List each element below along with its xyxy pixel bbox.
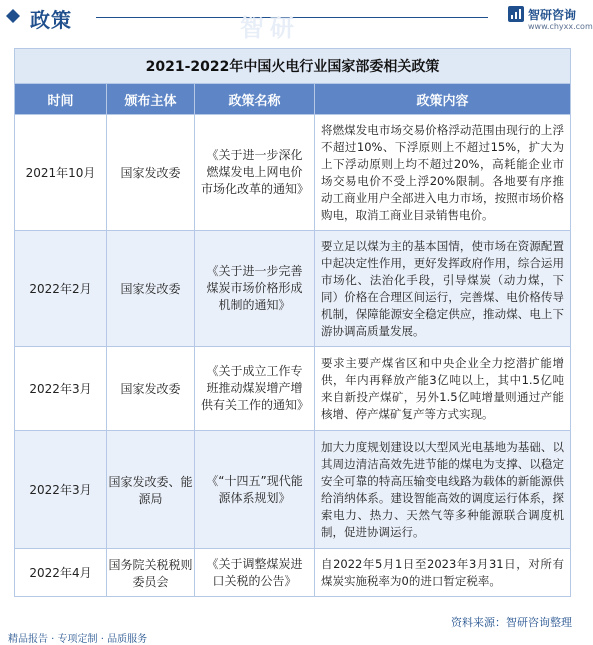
logo-text: 智研咨询 <box>528 8 577 22</box>
table-row <box>15 431 571 549</box>
footer-tagline: 精品报告 · 专项定制 · 品质服务 <box>8 634 148 645</box>
cell-policy-content: 将燃煤发电市场交易价格浮动范围由现行的上浮不超过10%、下浮原则上不超过15%，扩大为上下浮动原则上均不超过20%，高耗能企业市场交易电价不受上浮20%限制。各地要有序推动工商业用户全部进入电力市场，按照市场价格购电，取消工商业目录销售电价。 <box>315 115 571 231</box>
cell-issuer: 国家发改委 <box>107 115 195 231</box>
cell-policy-name: 《“十四五”现代能源体系规划》 <box>195 431 315 549</box>
logo-url: www.chyxx.com <box>528 22 593 31</box>
cell-time: 2022年4月 <box>15 549 107 597</box>
cell-policy-name: 《关于进一步完善煤炭市场价格形成机制的通知》 <box>195 231 315 347</box>
table-row <box>15 549 571 597</box>
header <box>0 0 593 42</box>
cell-policy-name: 《关于调整煤炭进口关税的公告》 <box>195 549 315 597</box>
table-row <box>15 231 571 347</box>
policy-table <box>14 48 571 597</box>
table-title-row <box>15 49 571 84</box>
cell-policy-content: 自2022年5月1日至2023年3月31日，对所有煤炭实施税率为0的进口暂定税率。 <box>315 549 571 597</box>
diamond-icon <box>6 9 20 23</box>
cell-policy-content: 要求主要产煤省区和中央企业全力挖潜扩能增供，年内再释放产能3亿吨以上，其中1.5亿吨来自新投产煤矿，另外1.5亿吨增量则通过产能核增、停产煤矿复产等方式实现。 <box>315 347 571 431</box>
cell-policy-name: 《关于成立工作专班推动煤炭增产增供有关工作的通知》 <box>195 347 315 431</box>
cell-policy-content: 加大力度规划建设以大型风光电基地为基础、以其周边清洁高效先进节能的煤电为支撑、以稳定安全可靠的特高压输变电线路为载体的新能源供给消纳体系。建设智能高效的调度运行体系，探索电力、热力、天然气等多种能源联合调度机制，促进协调运行。 <box>315 431 571 549</box>
table-row <box>15 347 571 431</box>
column-header-content: 政策内容 <box>315 84 571 115</box>
logo-icon <box>508 6 524 22</box>
watermark: 智研 <box>240 14 300 42</box>
cell-policy-content: 要立足以煤为主的基本国情，使市场在资源配置中起决定性作用，更好发挥政府作用，综合运用市场化、法治化手段，引导煤炭（动力煤，下同）价格在合理区间运行，完善煤、电价格传导机制，保障能源安全稳定供应，推动煤、电上下游协调高质量发展。 <box>315 231 571 347</box>
cell-time: 2022年3月 <box>15 431 107 549</box>
cell-issuer: 国家发改委 <box>107 231 195 347</box>
cell-issuer: 国家发改委、能源局 <box>107 431 195 549</box>
cell-issuer: 国务院关税税则委员会 <box>107 549 195 597</box>
cell-time: 2021年10月 <box>15 115 107 231</box>
cell-issuer: 国家发改委 <box>107 347 195 431</box>
table-row <box>15 115 571 231</box>
table-title: 2021-2022年中国火电行业国家部委相关政策 <box>15 49 571 84</box>
column-header-time: 时间 <box>15 84 107 115</box>
cell-time: 2022年3月 <box>15 347 107 431</box>
section-title: 政策 <box>30 8 72 32</box>
cell-time: 2022年2月 <box>15 231 107 347</box>
table-header-row <box>15 84 571 115</box>
source-note: 资料来源：智研咨询整理 <box>451 616 572 629</box>
column-header-name: 政策名称 <box>195 84 315 115</box>
footer <box>0 614 580 645</box>
cell-policy-name: 《关于进一步深化燃煤发电上网电价市场化改革的通知》 <box>195 115 315 231</box>
column-header-issuer: 颁布主体 <box>107 84 195 115</box>
